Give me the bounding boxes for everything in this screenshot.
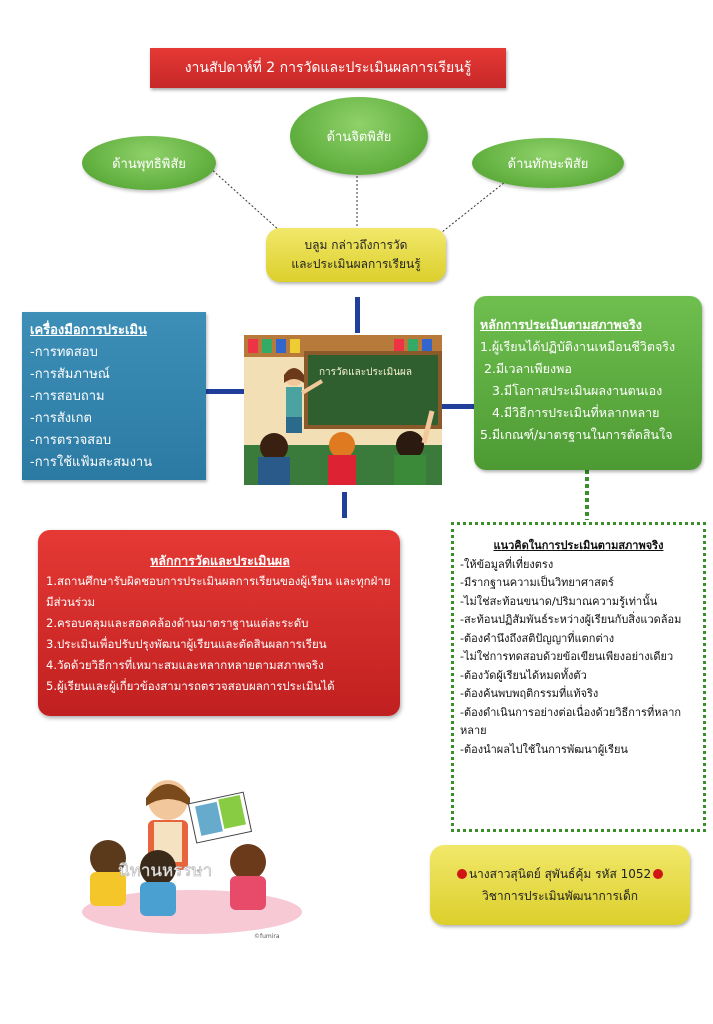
connector-image-to-tools: [206, 389, 244, 394]
storytime-illustration: [68, 772, 316, 942]
principle-item: 4.มีวิธีการประเมินที่หลากหลาย: [492, 405, 660, 420]
storytime-svg: [68, 772, 316, 942]
tools-item: -การสังเกต: [30, 411, 92, 426]
authentic-principles-box: [474, 296, 702, 470]
storytime-caption: นิทานหรรษา: [118, 861, 213, 881]
concept-item: -ต้องค้นพบพฤติกรรมที่แท้จริง: [460, 687, 599, 700]
tools-item: -การใช้แฟ้มสะสมงาน: [30, 455, 153, 470]
principle-item: 3.มีโอกาสประเมินผลงานตนเอง: [492, 383, 663, 398]
tools-box: [22, 312, 206, 480]
connector-image-to-measurement: [342, 492, 347, 518]
connector-bloom-to-image: [355, 297, 360, 333]
author-course: วิชาการประเมินพัฒนาการเด็ก: [481, 889, 639, 903]
page-title: งานสัปดาห์ที่ 2 การวัดและประเมินผลการเรียนรู้: [184, 60, 472, 76]
concept-item: -ต้องดำเนินการอย่างต่อเนื่องด้วยวิธีการที่หลากหลาย: [460, 705, 682, 737]
concept-item: -ไม่ใช่สะท้อนขนาด/ปริมาณความรู้เท่านั้น: [460, 594, 658, 608]
authentic-concepts-heading: แนวคิดในการประเมินตามสภาพจริง: [493, 539, 664, 552]
measurement-principles-heading: หลักการวัดและประเมินผล: [150, 553, 290, 568]
principle-item: 1.ผู้เรียนได้ปฏิบัติงานเหมือนชีวิตจริง: [480, 339, 676, 354]
domain-affective-label: ด้านจิตพิสัย: [326, 129, 392, 145]
authentic-concepts-box: [451, 522, 706, 832]
tools-item: -การสัมภาษณ์: [30, 367, 110, 382]
apple-icon: [457, 869, 467, 879]
concept-item: -ต้องคำนึงถึงสติปัญญาที่แตกต่าง: [460, 631, 615, 645]
connector-image-to-principles: [442, 404, 474, 409]
domain-affective-oval: [290, 97, 428, 175]
authentic-principles-heading: หลักการประเมินตามสภาพจริง: [480, 317, 642, 332]
concept-item: -สะท้อนปฏิสัมพันธ์ระหว่างผู้เรียนกับสิ่งแวดล้อม: [460, 613, 682, 626]
domain-cognitive-oval: [82, 136, 216, 190]
concept-item: -ต้องนำผลไปใช้ในการพัฒนาผู้เรียน: [460, 742, 628, 756]
bloom-box: [266, 228, 446, 282]
concept-item: -ไม่ใช่การทดสอบด้วยข้อเขียนเพียงอย่างเดียว: [460, 650, 674, 663]
measurement-item: 4.วัดด้วยวิธีการที่เหมาะสมและหลากหลายตามสภาพจริง: [46, 658, 324, 672]
author-line-1: [430, 863, 690, 885]
connector-right: [432, 178, 510, 240]
tools-heading: เครื่องมือการประเมิน: [30, 323, 147, 338]
author-box: [430, 845, 690, 925]
concept-item: -มีรากฐานความเป็นวิทยาศาสตร์: [460, 576, 614, 589]
concept-item: -ให้ข้อมูลที่เที่ยงตรง: [460, 557, 554, 571]
measurement-item: 2.ครอบคลุมและสอดคล้องด้านมาตราฐานแต่ละระดับ: [46, 616, 309, 630]
classroom-sign-text: การวัดและประเมินผล: [319, 367, 413, 378]
measurement-principles-box: [38, 530, 400, 716]
tools-item: -การทดสอบ: [30, 345, 98, 360]
principle-item: 5.มีเกณฑ์/มาตรฐานในการตัดสินใจ: [480, 427, 673, 442]
measurement-item: 5.ผู้เรียนและผู้เกี่ยวข้องสามารถตรวจสอบผลการประเมินได้: [46, 679, 335, 693]
domain-psychomotor-oval: [472, 138, 624, 188]
concept-item: -ต้องวัดผู้เรียนได้หมดทั้งตัว: [460, 668, 587, 682]
measurement-item: 1.สถานศึกษารับผิดชอบการประเมินผลการเรียนของผู้เรียน และทุกฝ่ายมีส่วนร่วม: [46, 574, 391, 609]
tools-item: -การตรวจสอบ: [30, 433, 112, 448]
tools-item: -การสอบถาม: [30, 389, 105, 404]
classroom-svg: [244, 335, 442, 485]
bloom-line-2: และประเมินผลการเรียนรู้: [291, 257, 421, 271]
classroom-illustration: [244, 335, 442, 485]
domain-cognitive-label: ด้านพุทธิพิสัย: [112, 156, 186, 172]
principle-item: 2.มีเวลาเพียงพอ: [484, 361, 572, 376]
apple-icon: [653, 869, 663, 879]
bloom-line-1: บลูม กล่าวถึงการวัด: [304, 238, 408, 252]
measurement-item: 3.ประเมินเพื่อปรับปรุงพัฒนาผู้เรียนและตัดสินผลการเรียน: [46, 637, 327, 651]
illustration-credit: ©fumira: [254, 933, 280, 940]
author-name: นางสาวสุนิตย์ สุพันธ์คุ้ม รหัส 1052: [468, 867, 652, 881]
domain-psychomotor-label: ด้านทักษะพิสัย: [507, 156, 589, 172]
